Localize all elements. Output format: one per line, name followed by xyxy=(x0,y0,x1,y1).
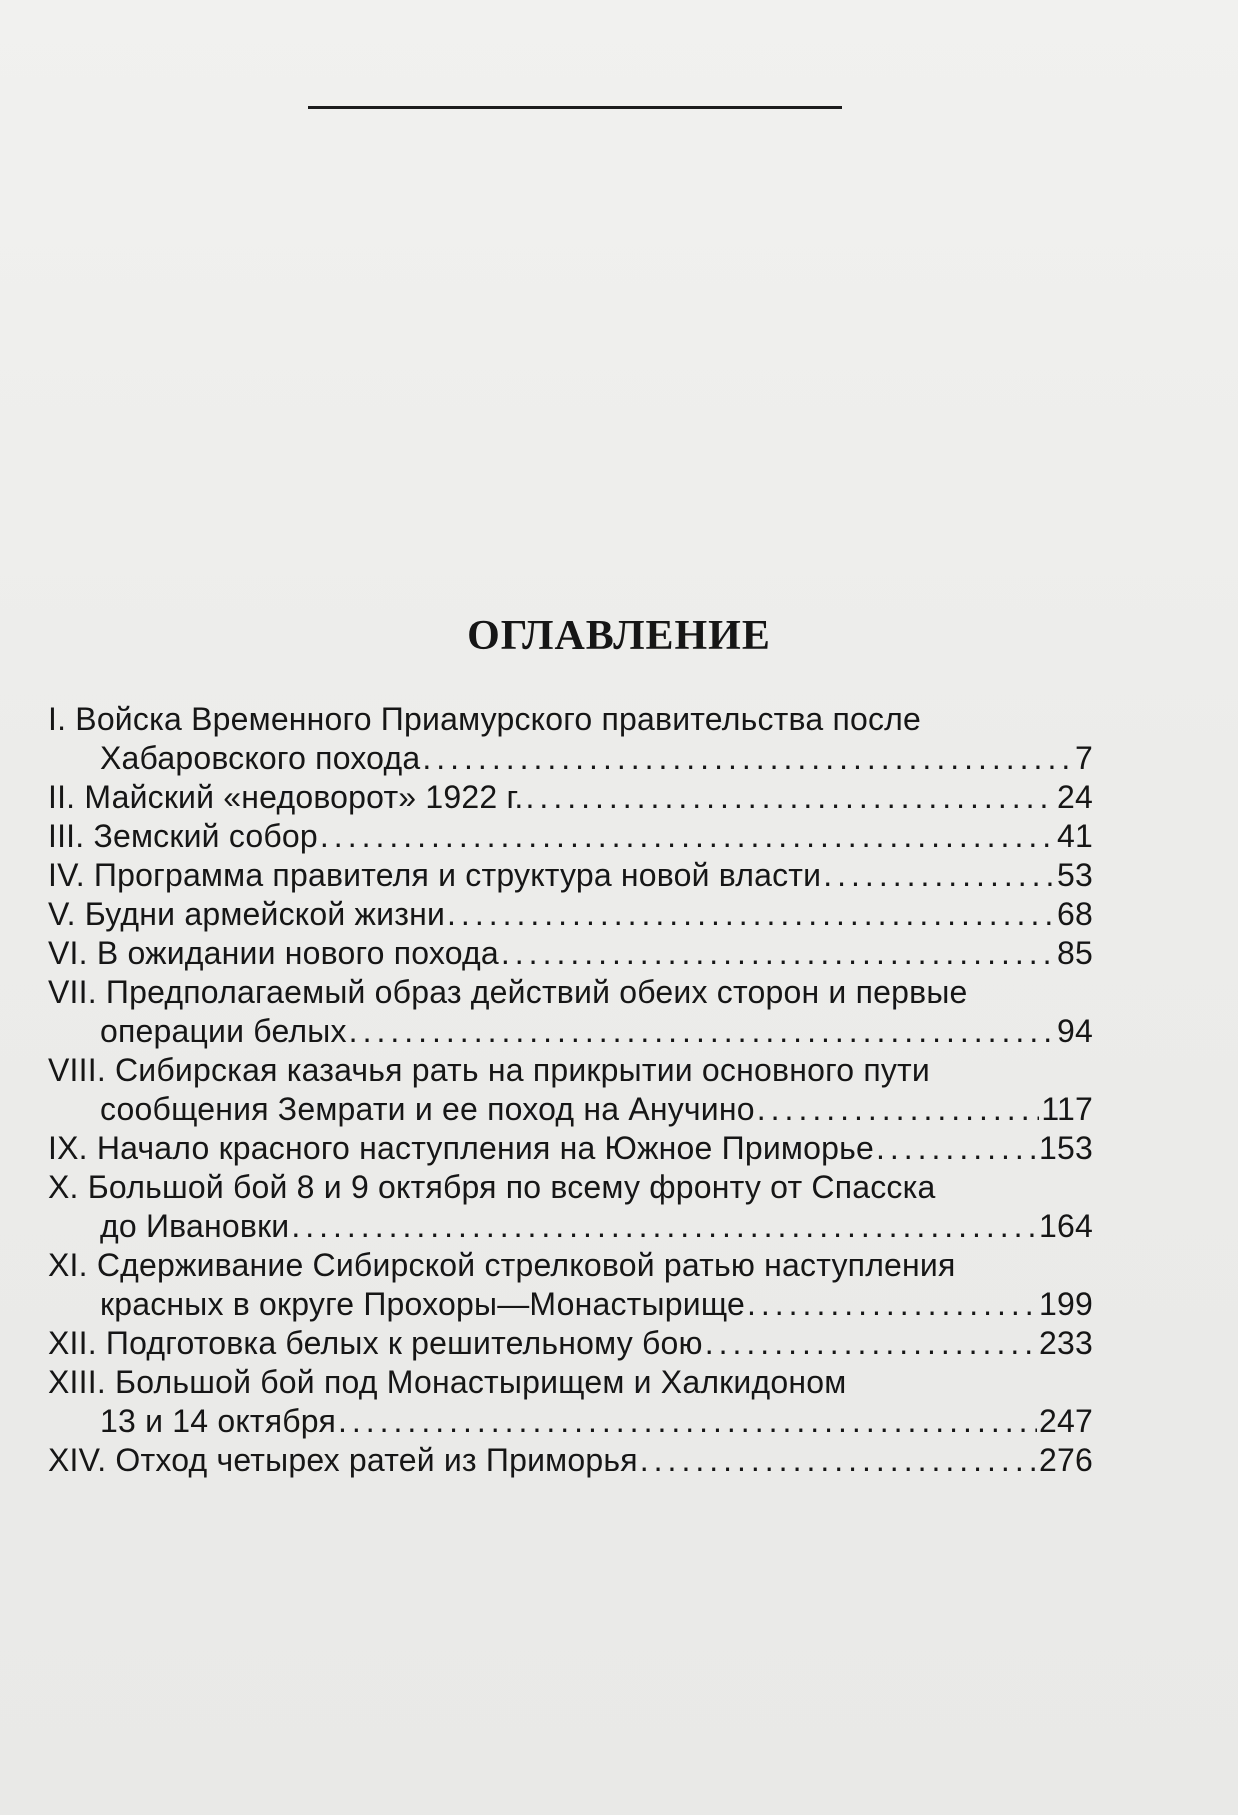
toc-page-number: 199 xyxy=(1039,1286,1093,1322)
toc-page-number: 117 xyxy=(1041,1091,1093,1127)
toc-entry-line xyxy=(48,1363,1093,1402)
dot-leader xyxy=(291,1207,1037,1246)
toc-page-number: 7 xyxy=(1075,740,1093,776)
toc-entry-line xyxy=(48,1246,1093,1285)
toc-entry xyxy=(48,1051,1093,1129)
toc-entry-text: до Ивановки xyxy=(100,1208,290,1244)
toc-entry-text: операции белых xyxy=(100,1013,347,1049)
toc-entry-line xyxy=(48,1324,1093,1363)
toc-entry-line xyxy=(48,1168,1093,1207)
toc-entry xyxy=(48,856,1093,895)
toc-entry-text: VIII. Сибирская казачья рать на прикрытии основного пути xyxy=(48,1052,930,1088)
toc-entry-text: 13 и 14 октября xyxy=(100,1403,336,1439)
dot-leader xyxy=(526,778,1055,817)
dot-leader xyxy=(501,934,1055,973)
toc-entry-text: III. Земский собор xyxy=(48,818,318,854)
toc-entry-line xyxy=(48,856,1093,895)
dot-leader xyxy=(447,895,1055,934)
dot-leader xyxy=(747,1285,1037,1324)
toc-entry-line xyxy=(48,1285,1093,1324)
page-title: ОГЛАВЛЕНИЕ xyxy=(467,613,771,659)
toc-page-number: 233 xyxy=(1039,1325,1093,1361)
toc-page-number: 164 xyxy=(1039,1208,1093,1244)
toc-entry-text: XIII. Большой бой под Монастырищем и Халкидоном xyxy=(48,1364,847,1400)
toc-entry-text: IX. Начало красного наступления на Южное Приморье xyxy=(48,1130,874,1166)
toc-entry-text: V. Будни армейской жизни xyxy=(48,896,446,932)
toc-entry-line xyxy=(48,934,1093,973)
toc-entry-line xyxy=(48,1402,1093,1441)
toc-page-number: 53 xyxy=(1057,857,1093,893)
toc-entry-text: красных в округе Прохоры—Монастырище xyxy=(100,1286,745,1322)
toc-entry-text: XII. Подготовка белых к решительному бою xyxy=(48,1325,703,1361)
toc-entry-line xyxy=(48,1207,1093,1246)
toc-entry-line xyxy=(48,739,1093,778)
toc-entry xyxy=(48,973,1093,1051)
dot-leader xyxy=(705,1324,1037,1363)
dot-leader xyxy=(338,1402,1037,1441)
toc-entry xyxy=(48,1246,1093,1324)
toc-entry-text: сообщения Земрати и ее поход на Анучино xyxy=(100,1091,755,1127)
toc-entry-text: XIV. Отход четырех ратей из Приморья xyxy=(48,1442,638,1478)
toc-entry-text: VII. Предполагаемый образ действий обеих сторон и первые xyxy=(48,974,968,1010)
toc-entry-text: II. Майский «недоворот» 1922 г. xyxy=(48,779,524,815)
dot-leader xyxy=(876,1129,1037,1168)
toc-page-number: 247 xyxy=(1039,1403,1093,1439)
dot-leader xyxy=(757,1090,1040,1129)
toc-entry-line xyxy=(48,895,1093,934)
toc-entry xyxy=(48,1441,1093,1480)
toc-entry xyxy=(48,1363,1093,1441)
toc-entry xyxy=(48,1129,1093,1168)
dot-leader xyxy=(640,1441,1037,1480)
toc-entry-line xyxy=(48,1090,1093,1129)
toc-page-number: 276 xyxy=(1039,1442,1093,1478)
toc-entry xyxy=(48,934,1093,973)
toc-entry-text: I. Войска Временного Приамурского правительства после xyxy=(48,701,922,737)
toc-entry-text: XI. Сдерживание Сибирской стрелковой ратью наступления xyxy=(48,1247,956,1283)
toc-entry xyxy=(48,817,1093,856)
toc-entry xyxy=(48,1324,1093,1363)
top-rule-divider xyxy=(308,106,842,109)
toc-entry-line xyxy=(48,700,1093,739)
toc-entry-line xyxy=(48,1441,1093,1480)
table-of-contents xyxy=(48,700,1093,1480)
toc-entry-line xyxy=(48,973,1093,1012)
toc-page-number: 41 xyxy=(1057,818,1093,854)
dot-leader xyxy=(422,739,1073,778)
toc-page-number: 68 xyxy=(1057,896,1093,932)
toc-page-number: 153 xyxy=(1039,1130,1093,1166)
toc-entry-text: VI. В ожидании нового похода xyxy=(48,935,499,971)
toc-entry xyxy=(48,1168,1093,1246)
toc-entry xyxy=(48,895,1093,934)
toc-entry-text: IV. Программа правителя и структура новой власти xyxy=(48,857,822,893)
dot-leader xyxy=(320,817,1055,856)
toc-entry-line xyxy=(48,1012,1093,1051)
dot-leader xyxy=(349,1012,1055,1051)
toc-entry-line xyxy=(48,1129,1093,1168)
toc-entry xyxy=(48,700,1093,778)
toc-page-number: 94 xyxy=(1057,1013,1093,1049)
toc-entry-line xyxy=(48,1051,1093,1090)
toc-page-number: 24 xyxy=(1057,779,1093,815)
toc-entry-line xyxy=(48,778,1093,817)
toc-entry-line xyxy=(48,817,1093,856)
toc-entry-text: X. Большой бой 8 и 9 октября по всему фронту от Спасска xyxy=(48,1169,936,1205)
toc-entry xyxy=(48,778,1093,817)
toc-page-number: 85 xyxy=(1057,935,1093,971)
toc-entry-text: Хабаровского похода xyxy=(100,740,421,776)
dot-leader xyxy=(823,856,1055,895)
